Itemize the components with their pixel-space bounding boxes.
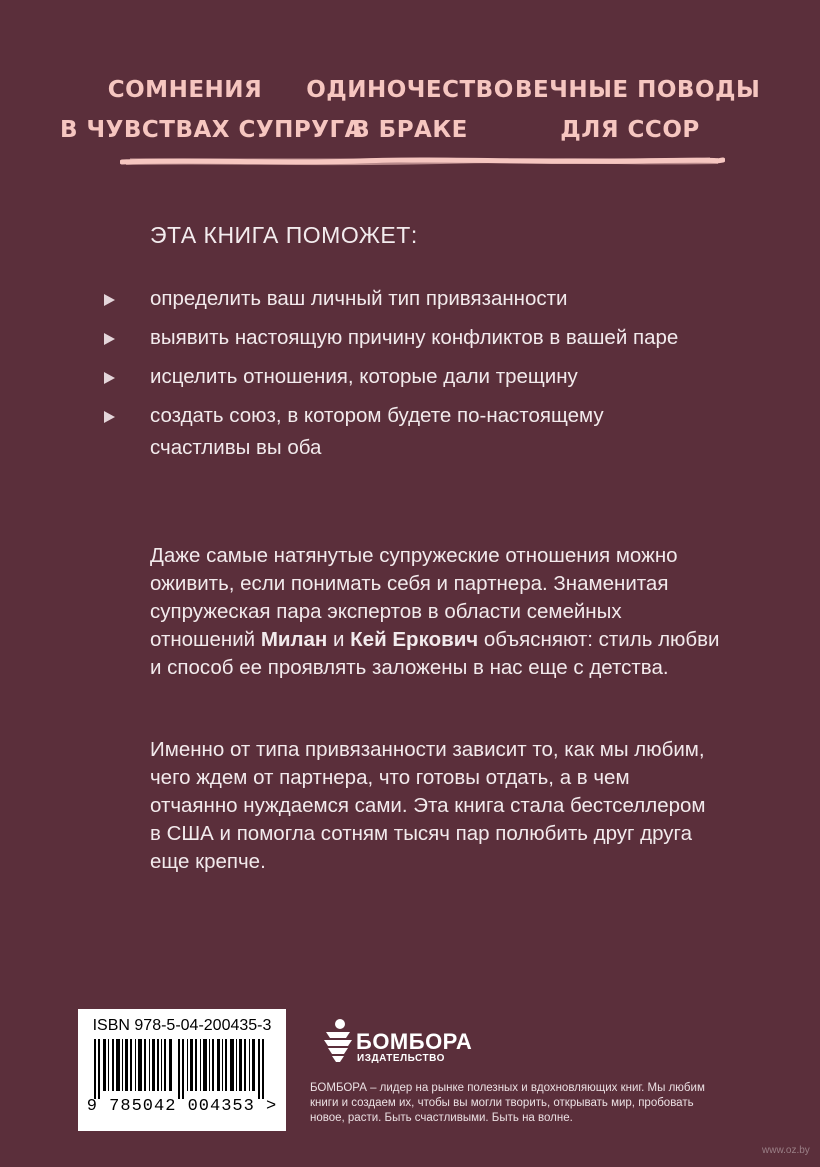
benefits-list xyxy=(104,283,704,471)
paragraph-text: объясняют: стиль любви и способ ее проявлять заложены в нас еще с детства. xyxy=(150,628,720,679)
topic-line2: В БРАКЕ xyxy=(352,117,468,143)
paragraph-text: Даже самые натянутые супружеские отношения можно оживить, если понимать себя и партнера. Знаменитая супружеская пара экспертов в области семейных отношений xyxy=(150,544,678,651)
list-item-text: определить ваш личный тип привязанности xyxy=(150,287,568,310)
bombora-logo-icon xyxy=(322,1018,354,1064)
barcode-icon xyxy=(94,1039,270,1099)
brush-divider xyxy=(120,150,725,174)
topic-line1: ВЕЧНЫЕ ПОВОДЫ xyxy=(515,77,761,103)
topic-loneliness xyxy=(305,70,515,150)
triangle-bullet-icon xyxy=(104,333,115,345)
list-item-text: исцелить отношения, которые дали трещину xyxy=(150,365,578,388)
list-item xyxy=(104,361,704,393)
topic-line2: В ЧУВСТВАХ СУПРУГА xyxy=(60,117,363,143)
topic-doubts xyxy=(60,70,363,150)
description-paragraph-1 xyxy=(150,542,720,682)
isbn-barcode-box xyxy=(78,1009,286,1131)
isbn-label: ISBN 978-5-04-200435-3 xyxy=(92,1017,272,1034)
section-heading: ЭТА КНИГА ПОМОЖЕТ: xyxy=(150,222,418,248)
watermark: www.oz.by xyxy=(762,1145,810,1156)
list-item xyxy=(104,283,704,315)
triangle-bullet-icon xyxy=(104,294,115,306)
topic-line1: ОДИНОЧЕСТВО xyxy=(306,77,514,103)
list-item xyxy=(104,322,704,354)
topic-line2: ДЛЯ ССОР xyxy=(560,117,700,143)
author-name-kay: Кей Еркович xyxy=(350,628,479,651)
list-item xyxy=(104,400,704,464)
description-paragraph-2: Именно от типа привязанности зависит то, как мы любим, чего ждем от партнера, что готовы отдать, а в чем отчаянно нуждаемся сами. Эта книга стала бестселлером в США и помогла сотням тысяч пар полюбить друг друга еще крепче. xyxy=(150,738,706,873)
publisher-subtitle: ИЗДАТЕЛЬСТВО xyxy=(357,1053,445,1064)
list-item-text: выявить настоящую причину конфликтов в вашей паре xyxy=(150,326,679,349)
topics-row xyxy=(0,70,820,150)
triangle-bullet-icon xyxy=(104,411,115,423)
publisher-blurb: БОМБОРА – лидер на рынке полезных и вдохновляющих книг. Мы любим книги и создаем их, чтобы вы могли творить, открывать мир, пробовать новое, расти. Быть счастливыми. Быть на волне. xyxy=(310,1082,705,1124)
barcode-digits: 9 785042 004353 > xyxy=(86,1097,278,1116)
topic-line1: СОМНЕНИЯ xyxy=(107,77,263,103)
triangle-bullet-icon xyxy=(104,372,115,384)
author-name-milan: Милан xyxy=(260,628,328,651)
list-item-text: создать союз, в котором будете по-настоящему счастливы вы оба xyxy=(150,404,604,459)
paragraph-text: и xyxy=(327,628,351,651)
topic-quarrels xyxy=(515,70,761,150)
publisher-name: БОМБОРА xyxy=(356,1029,473,1054)
